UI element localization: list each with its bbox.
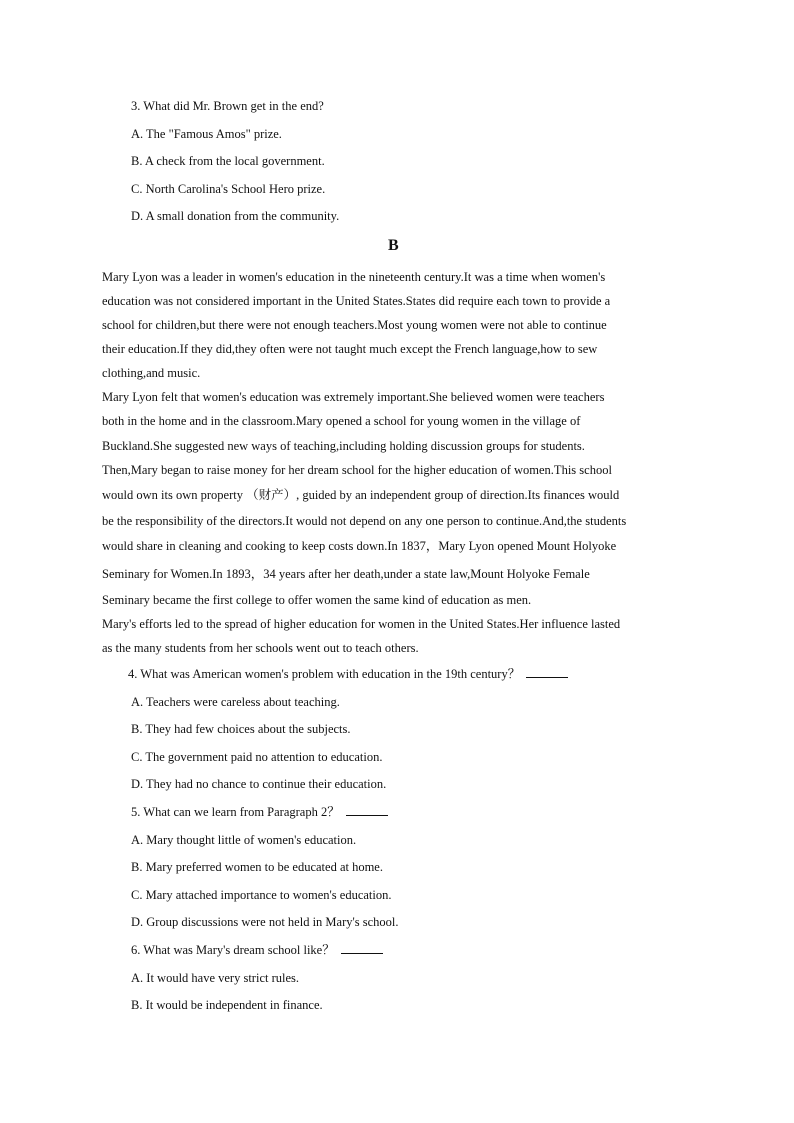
- passage-line: Seminary for Women.In 1893，34 years after her death,under a state law,Mount Holyoke Female: [102, 567, 590, 581]
- q4-option-b: B. They had few choices about the subjects.: [131, 722, 351, 736]
- q6-option-b: B. It would be independent in finance.: [131, 998, 323, 1012]
- passage-line: be the responsibility of the directors.It would not depend on any one person to continue.And,the students: [102, 514, 627, 528]
- answer-blank[interactable]: [526, 666, 568, 678]
- q5-option-b: B. Mary preferred women to be educated at home.: [131, 860, 383, 874]
- q3-option-c: C. North Carolina's School Hero prize.: [131, 182, 326, 196]
- passage-line: would own its own property （财产）, guided by an independent group of direction.Its finances would: [102, 488, 620, 502]
- passage-line: both in the home and in the classroom.Mary opened a school for young women in the village of: [102, 414, 581, 428]
- passage-line: Then,Mary began to raise money for her dream school for the higher education of women.This school: [102, 463, 612, 477]
- passage-line: Mary Lyon was a leader in women's education in the nineteenth century.It was a time when women's: [102, 270, 606, 284]
- question-3: 3. What did Mr. Brown get in the end?: [131, 99, 324, 113]
- q3-option-d: D. A small donation from the community.: [131, 209, 340, 223]
- question-6-text: 6. What was Mary's dream school like？: [131, 943, 335, 957]
- q4-option-d: D. They had no chance to continue their education.: [131, 777, 387, 791]
- question-5-text: 5. What can we learn from Paragraph 2？: [131, 805, 340, 819]
- q5-option-d: D. Group discussions were not held in Mary's school.: [131, 915, 399, 929]
- question-4: [128, 666, 568, 682]
- q4-option-a: A. Teachers were careless about teaching.: [131, 695, 340, 709]
- q6-option-a: A. It would have very strict rules.: [131, 971, 300, 985]
- question-4-text: 4. What was American women's problem with education in the 19th century？: [128, 667, 521, 681]
- passage-line: Seminary became the first college to offer women the same kind of education as men.: [102, 593, 532, 607]
- q3-option-b: B. A check from the local government.: [131, 154, 325, 168]
- passage-line: as the many students from her schools went out to teach others.: [102, 641, 419, 655]
- q5-option-c: C. Mary attached importance to women's education.: [131, 888, 392, 902]
- passage-line: school for children,but there were not enough teachers.Most young women were not able to continue: [102, 318, 607, 332]
- answer-blank[interactable]: [346, 804, 388, 816]
- q5-option-a: A. Mary thought little of women's education.: [131, 833, 357, 847]
- answer-blank[interactable]: [341, 942, 383, 954]
- passage-line: education was not considered important in the United States.States did require each town to provide a: [102, 294, 611, 308]
- question-5: [131, 804, 388, 820]
- passage-line: Mary's efforts led to the spread of higher education for women in the United States.Her influence lasted: [102, 617, 621, 631]
- q3-option-a: A. The "Famous Amos" prize.: [131, 127, 282, 141]
- q4-option-c: C. The government paid no attention to education.: [131, 750, 383, 764]
- passage-line: their education.If they did,they often were not taught much except the French language,how to sew: [102, 342, 598, 356]
- passage-line: Mary Lyon felt that women's education was extremely important.She believed women were teachers: [102, 390, 605, 404]
- section-b-heading: B: [388, 237, 399, 254]
- passage-line: clothing,and music.: [102, 366, 201, 380]
- passage-line: would share in cleaning and cooking to keep costs down.In 1837，Mary Lyon opened Mount Holyoke: [102, 539, 617, 553]
- question-6: [131, 942, 383, 958]
- passage-line: Buckland.She suggested new ways of teaching,including holding discussion groups for students.: [102, 439, 585, 453]
